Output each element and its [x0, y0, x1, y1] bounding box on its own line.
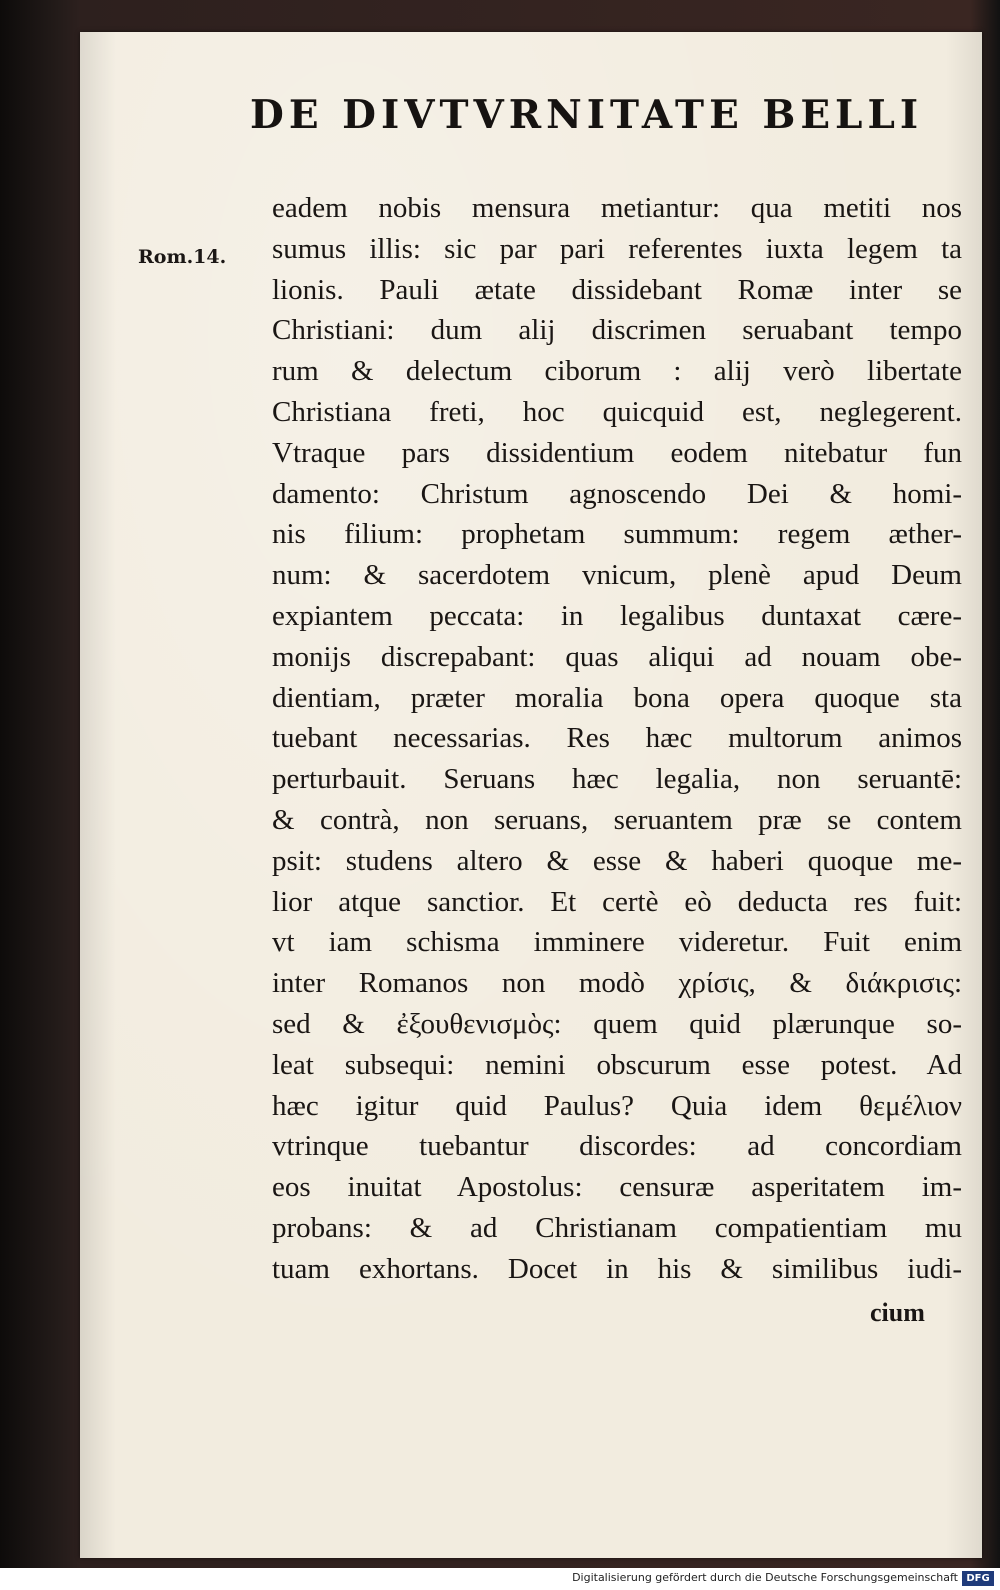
text-line: Christiani: dum alij discrimen seruabant tempo — [272, 314, 962, 347]
text-line: probans: & ad Christianam compatientiam mu — [272, 1211, 962, 1244]
text-line: vtrinque tuebantur discordes: ad concordiam — [272, 1130, 962, 1163]
text-line: inter Romanos non modò χρίσις, & διάκρισις: — [272, 967, 962, 1000]
text-line: damento: Christum agnoscendo Dei & homi- — [272, 477, 962, 510]
digitization-footer — [0, 1568, 1000, 1590]
text-line: hæc igitur quid Paulus? Quia idem θεμέλιον — [272, 1089, 962, 1122]
footer-credit: Digitalisierung gefördert durch die Deutsche Forschungsgemeinschaft — [572, 1571, 958, 1584]
text-line: eos inuitat Apostolus: censuræ asperitatem im- — [272, 1171, 962, 1204]
text-line: lior atque sanctior. Et certè eò deducta res fuit: — [272, 885, 962, 918]
text-line: tuebant necessarias. Res hæc multorum animos — [272, 722, 962, 755]
catchword: cium — [870, 1298, 925, 1327]
text-line: leat subsequi: nemini obscurum esse potest. Ad — [272, 1048, 962, 1081]
text-line: perturbauit. Seruans hæc legalia, non seruantē: — [272, 763, 962, 796]
text-line: rum & delectum ciborum : alij verò libertate — [272, 355, 962, 388]
dfg-logo: DFG — [962, 1571, 994, 1586]
text-line: Christiana freti, hoc quicquid est, neglegerent. — [272, 395, 962, 428]
body-text — [272, 188, 962, 1290]
text-line: tuam exhortans. Docet in his & similibus iudi- — [272, 1252, 962, 1285]
text-line: monijs discrepabant: quas aliqui ad nouam obe- — [272, 640, 962, 673]
text-line: & contrà, non seruans, seruantem præ se contem — [272, 803, 962, 836]
text-line: Vtraque pars dissidentium eodem nitebatur fun — [272, 436, 962, 469]
text-line: expiantem peccata: in legalibus duntaxat cære- — [272, 599, 962, 632]
text-line: sed & ἐξουθενισμὸς: quem quid plærunque so- — [272, 1007, 962, 1040]
marginal-note: Rom.14. — [138, 246, 227, 268]
text-line: eadem nobis mensura metiantur: qua metiti nos — [272, 192, 962, 224]
text-line: nis filium: prophetam summum: regem æther- — [272, 518, 962, 551]
text-line: sumus illis: sic par pari referentes iuxta legem ta — [272, 232, 962, 265]
text-line: num: & sacerdotem vnicum, plenè apud Deum — [272, 559, 962, 592]
text-line: vt iam schisma imminere videretur. Fuit enim — [272, 926, 962, 959]
text-line: psit: studens altero & esse & haberi quoque me- — [272, 844, 962, 877]
running-header: DE DIVTVRNITATE BELLI — [250, 92, 924, 138]
text-line: dientiam, præter moralia bona opera quoque sta — [272, 681, 962, 714]
text-line: lionis. Pauli ætate dissidebant Romæ inter se — [272, 273, 962, 306]
